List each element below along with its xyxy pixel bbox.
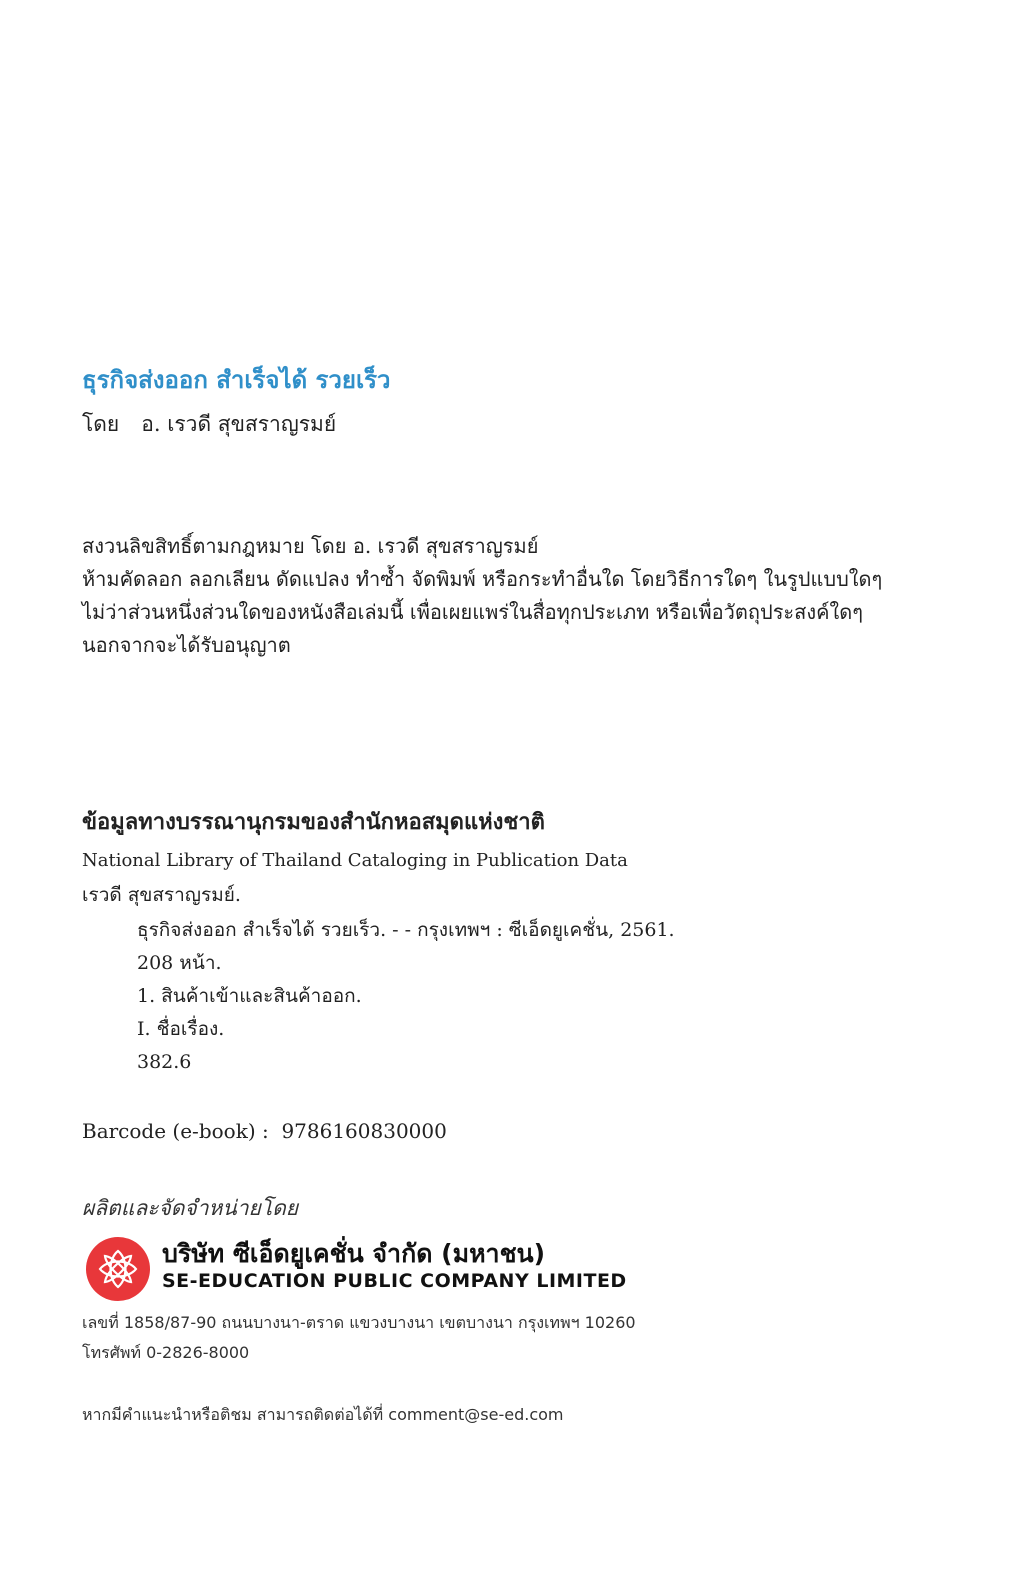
barcode-line xyxy=(82,1119,447,1143)
author-prefix: โดย xyxy=(82,412,120,436)
produced-by-label: ผลิตและจัดจำหน่ายโดย xyxy=(82,1196,299,1220)
cip-entries xyxy=(137,914,675,1079)
book-title: ธุรกิจส่งออก สำเร็จได้ รวยเร็ว xyxy=(82,366,391,394)
company-name-en: SE-EDUCATION PUBLIC COMPANY LIMITED xyxy=(162,1270,627,1292)
cip-author: เรวดี สุขสราญรมย์. xyxy=(82,884,241,906)
barcode-value: 9786160830000 xyxy=(281,1119,447,1143)
author-line xyxy=(82,408,336,441)
copyright-notice xyxy=(82,530,882,662)
cip-heading-en: National Library of Thailand Cataloging in Publication Data xyxy=(82,850,628,871)
copyright-line: ไม่ว่าส่วนหนึ่งส่วนใดของหนังสือเล่มนี้ เพื่อเผยแพร่ในสื่อทุกประเภท หรือเพื่อวัตถุประสงค์ใดๆ xyxy=(82,600,864,624)
contact-line: หากมีคำแนะนำหรือติชม สามารถติดต่อได้ที่ comment@se-ed.com xyxy=(82,1405,564,1424)
cip-entry: I. ชื่อเรื่อง. xyxy=(137,1018,225,1040)
company-name-th: บริษัท ซีเอ็ดยูเคชั่น จำกัด (มหาชน) xyxy=(162,1239,546,1268)
cip-entry: 1. สินค้าเข้าและสินค้าออก. xyxy=(137,985,362,1007)
copyright-line: นอกจากจะได้รับอนุญาต xyxy=(82,633,291,657)
copyright-line: สงวนลิขสิทธิ์ตามกฎหมาย โดย อ. เรวดี สุขสราญรมย์ xyxy=(82,534,539,558)
company-phone: โทรศัพท์ 0-2826-8000 xyxy=(82,1343,250,1362)
cip-heading: ข้อมูลทางบรรณานุกรมของสำนักหอสมุดแห่งชาติ xyxy=(82,809,545,835)
barcode-label: Barcode (e-book) : xyxy=(82,1119,269,1143)
cip-entry: 208 หน้า. xyxy=(137,952,222,974)
se-ed-logo-icon xyxy=(86,1237,150,1301)
cip-entry: 382.6 xyxy=(137,1051,192,1073)
company-address: เลขที่ 1858/87-90 ถนนบางนา-ตราด แขวงบางนา เขตบางนา กรุงเทพฯ 10260 xyxy=(82,1313,636,1332)
author-name: อ. เรวดี สุขสราญรมย์ xyxy=(141,412,337,436)
cip-entry: ธุรกิจส่งออก สำเร็จได้ รวยเร็ว. - - กรุงเทพฯ : ซีเอ็ดยูเคชั่น, 2561. xyxy=(137,919,675,941)
copyright-line: ห้ามคัดลอก ลอกเลียน ดัดแปลง ทำซ้ำ จัดพิมพ์ หรือกระทำอื่นใด โดยวิธีการใดๆ ในรูปแบบใดๆ xyxy=(82,567,883,591)
